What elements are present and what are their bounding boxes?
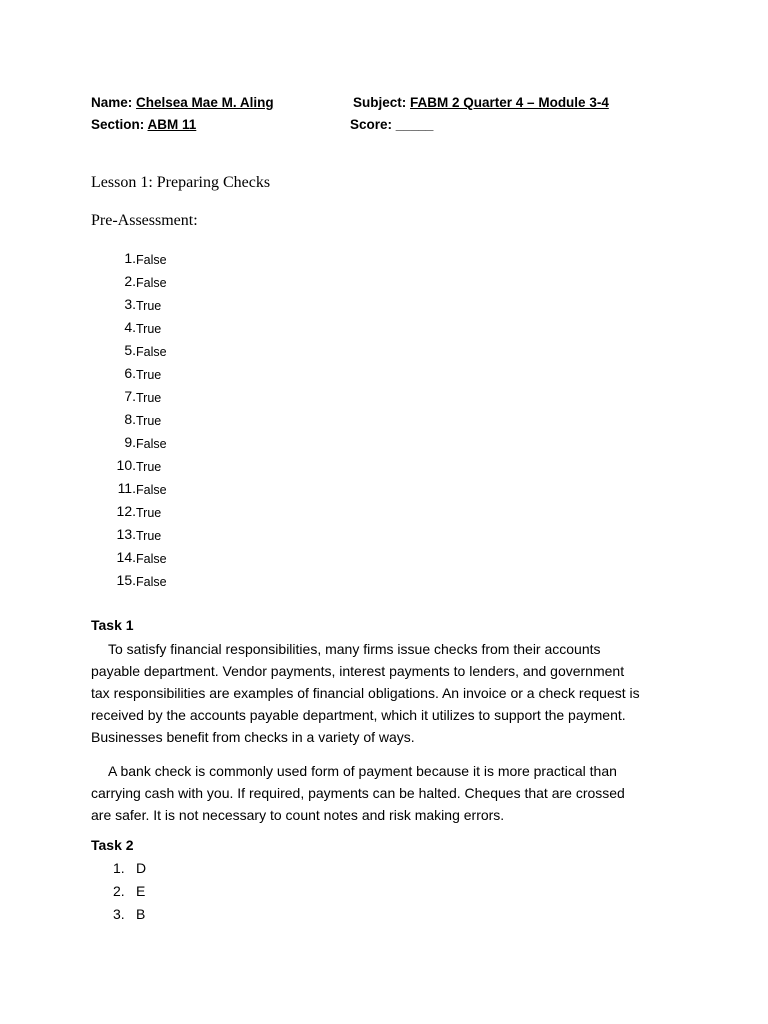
paragraph-line: To satisfy financial responsibilities, many firms issue checks from their accounts	[108, 641, 601, 657]
item-number: 9.	[124, 434, 136, 450]
score-field	[350, 117, 433, 132]
item-answer: True	[136, 529, 162, 543]
item-answer: True	[136, 506, 162, 520]
item-number: 11.	[117, 480, 136, 496]
paragraph-line: A bank check is commonly used form of payment because it is more practical than	[108, 763, 617, 779]
task1-paragraph-1	[91, 638, 691, 748]
item-answer: False	[136, 276, 167, 290]
task2-title: Task 2	[91, 837, 134, 853]
paragraph-line: received by the accounts payable department, which it utilizes to support the payment.	[91, 707, 626, 723]
item-number: 10.	[116, 457, 136, 473]
item-answer: True	[136, 414, 162, 428]
item-number: 2.	[124, 273, 136, 289]
item-answer: False	[136, 575, 167, 589]
item-number: 14.	[116, 549, 136, 565]
item-answer: B	[136, 906, 146, 922]
item-answer: False	[136, 437, 167, 451]
subject-label: Subject:	[353, 95, 407, 110]
item-answer: True	[136, 391, 162, 405]
item-answer: True	[136, 460, 162, 474]
item-number: 3.	[124, 296, 136, 312]
task1-title: Task 1	[91, 617, 134, 633]
item-answer: E	[136, 883, 146, 899]
item-number: 13.	[116, 526, 136, 542]
subject-field	[353, 95, 609, 110]
item-answer: True	[136, 299, 162, 313]
subject-value: FABM 2 Quarter 4 – Module 3-4	[410, 95, 609, 110]
item-number: 1.	[124, 250, 136, 266]
item-number: 7.	[124, 388, 136, 404]
item-answer: True	[136, 368, 162, 382]
item-number: 8.	[124, 411, 136, 427]
name-field	[91, 95, 274, 110]
paragraph-line: tax responsibilities are examples of financial obligations. An invoice or a check request is	[91, 685, 640, 701]
item-number: 1.	[113, 860, 125, 876]
section-label: Section:	[91, 117, 145, 132]
paragraph-line: Businesses benefit from checks in a variety of ways.	[91, 729, 415, 745]
name-label: Name:	[91, 95, 133, 110]
item-number: 12.	[116, 503, 136, 519]
task1-paragraph-2	[91, 760, 691, 826]
paragraph-line: payable department. Vendor payments, interest payments to lenders, and government	[91, 663, 625, 679]
section-value: ABM 11	[147, 117, 197, 132]
pre-assessment-title: Pre-Assessment:	[91, 212, 198, 229]
item-answer: D	[136, 860, 147, 876]
item-answer: False	[136, 483, 167, 497]
section-field	[91, 117, 196, 132]
item-number: 4.	[124, 319, 136, 335]
item-number: 2.	[113, 883, 125, 899]
paragraph-line: are safer. It is not necessary to count notes and risk making errors.	[91, 807, 505, 823]
name-value: Chelsea Mae M. Aling	[136, 95, 274, 110]
paragraph-line: carrying cash with you. If required, payments can be halted. Cheques that are crossed	[91, 785, 625, 801]
item-answer: False	[136, 253, 167, 267]
item-number: 3.	[113, 906, 125, 922]
item-number: 15.	[116, 572, 136, 588]
score-value: _____	[395, 117, 434, 132]
item-answer: False	[136, 552, 167, 566]
item-answer: False	[136, 345, 167, 359]
item-number: 5.	[124, 342, 136, 358]
lesson-title: Lesson 1: Preparing Checks	[91, 174, 271, 191]
score-label: Score:	[350, 117, 393, 132]
item-answer: True	[136, 322, 162, 336]
item-number: 6.	[124, 365, 136, 381]
